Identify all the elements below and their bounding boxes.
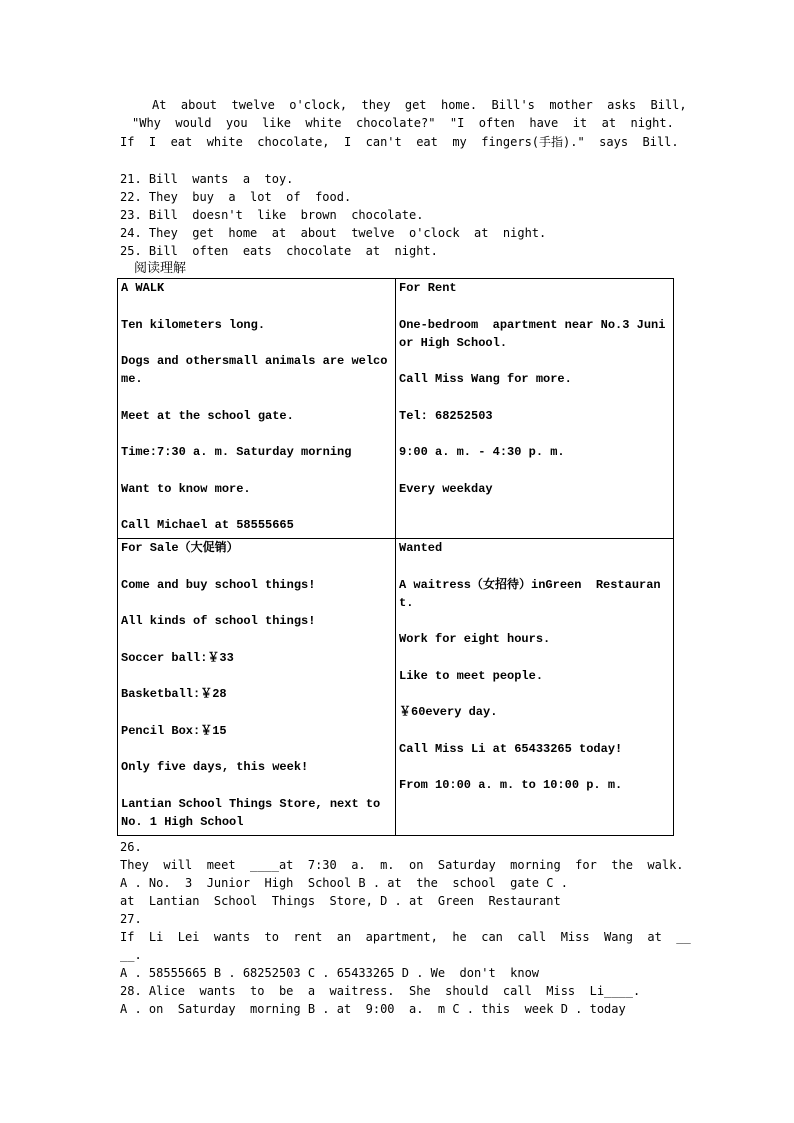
ad-rent-cell <box>396 279 674 539</box>
ad-walk-title: A WALK <box>121 281 165 295</box>
question-options: A . No. 3 Junior High School B . at the school gate C . <box>120 876 568 890</box>
ad-walk-line: Time:7:30 a. m. Saturday morning <box>121 445 352 459</box>
ad-sale-line: Soccer ball:￥33 <box>121 650 234 665</box>
question-options: A . 58555665 B . 68252503 C . 65433265 D . We don't know <box>120 966 540 980</box>
ad-sale-line: Lantian School Things Store, next to No. 1 High School <box>121 796 388 829</box>
ad-rent-line: Call Miss Wang for more. <box>399 372 572 386</box>
ad-sale-line: Come and buy school things! <box>121 577 316 592</box>
ad-sale-title: For Sale（大促销） <box>121 541 239 555</box>
statement: 23. Bill doesn't like brown chocolate. <box>120 208 424 222</box>
question-options: at Lantian School Things Store, D . at Green Restaurant <box>120 894 561 908</box>
ad-walk-line: Call Michael at 58555665 <box>121 518 294 532</box>
statement: 24. They get home at about twelve o'clock at night. <box>120 226 547 240</box>
ad-wanted-line: From 10:00 a. m. to 10:00 p. m. <box>399 778 623 792</box>
ad-rent-line: Every weekday <box>399 481 493 496</box>
question-number: 27. <box>120 912 142 926</box>
ad-wanted-cell <box>396 539 674 836</box>
ad-wanted-title: Wanted <box>399 541 443 555</box>
ad-wanted-line: A waitress（女招待）inGreen Restaurant. <box>399 577 661 610</box>
passage-line: At about twelve o'clock, they get home. Bill's mother asks Bill, <box>152 98 687 112</box>
ad-wanted-line: Call Miss Li at 65433265 today! <box>399 741 623 756</box>
ad-walk-cell <box>118 279 396 539</box>
ad-sale-line: Only five days, this week! <box>121 760 309 774</box>
ad-wanted-line: Like to meet people. <box>399 668 544 683</box>
ad-walk-line: Dogs and othersmall animals are welcome. <box>121 354 388 386</box>
ad-rent-title: For Rent <box>399 281 457 295</box>
ad-rent-line: Tel: 68252503 <box>399 408 493 423</box>
ad-sale-cell <box>118 539 396 836</box>
question-stem: __. <box>120 948 142 962</box>
ad-rent-line: One-bedroom apartment near No.3 Junior High School. <box>399 317 666 350</box>
section-title: 阅读理解 <box>134 261 187 276</box>
ad-walk-line: Want to know more. <box>121 481 251 496</box>
ad-wanted-line: Work for eight hours. <box>399 632 551 646</box>
statement: 21. Bill wants a toy. <box>120 172 294 186</box>
passage-line: If I eat white chocolate, I can't eat my fingers(手指)." says Bill. <box>120 135 679 149</box>
ad-sale-line: Pencil Box:￥15 <box>121 723 227 738</box>
ad-walk-line: Meet at the school gate. <box>121 408 294 423</box>
question-stem: 28. Alice wants to be a waitress. She should call Miss Li____. <box>120 984 641 998</box>
question-stem: They will meet ____at 7:30 a. m. on Saturday morning for the walk. <box>120 858 684 872</box>
ad-sale-line: All kinds of school things! <box>121 614 316 628</box>
ad-wanted-line: ￥60every day. <box>399 705 498 719</box>
statement: 25. Bill often eats chocolate at night. <box>120 244 438 258</box>
statement: 22. They buy a lot of food. <box>120 190 352 204</box>
question-stem: If Li Lei wants to rent an apartment, he can call Miss Wang at __ <box>120 930 691 944</box>
passage-line: "Why would you like white chocolate?" "I often have it at night. <box>132 116 674 130</box>
ad-rent-line: 9:00 a. m. - 4:30 p. m. <box>399 445 565 459</box>
ad-walk-line: Ten kilometers long. <box>121 317 266 332</box>
ad-sale-line: Basketball:￥28 <box>121 687 227 701</box>
question-number: 26. <box>120 840 142 854</box>
question-options: A . on Saturday morning B . at 9:00 a. m C . this week D . today <box>120 1002 626 1016</box>
ads-table <box>117 278 674 836</box>
